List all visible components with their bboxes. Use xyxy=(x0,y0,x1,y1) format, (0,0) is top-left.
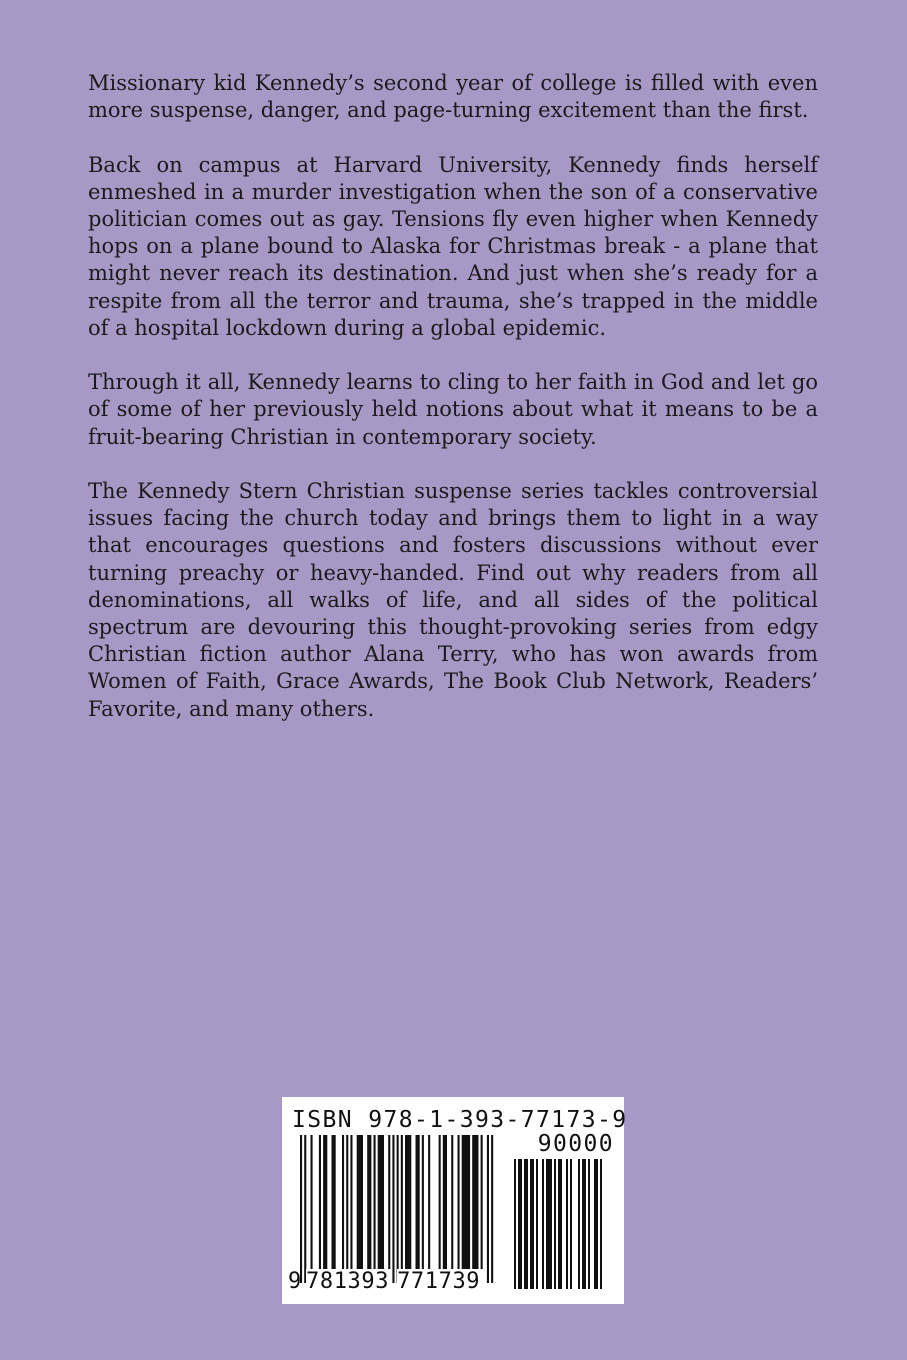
barcode-bar xyxy=(392,1135,394,1283)
barcode-bar xyxy=(422,1135,424,1269)
blurb-paragraph-1: Missionary kid Kennedy’s second year of college is filled with even more suspense, danger, and page-turning excitement than the first. xyxy=(88,71,818,123)
barcode-bar xyxy=(588,1159,590,1289)
blurb-paragraph-2: Back on campus at Harvard University, Kennedy finds herself enmeshed in a murder investigation when the son of a conservative politician comes out as gay. Tensions fly even higher when Kennedy hops on a plane bound to Alaska for Christmas break - a plane that might never reach its destination. And just when she’s ready for a respite from all the terror and trauma, she’s trapped in the middle of a hospital lockdown during a global epidemic. xyxy=(88,152,818,340)
barcode-bar xyxy=(487,1135,489,1283)
barcode-bar xyxy=(472,1135,478,1269)
barcode-bar xyxy=(342,1135,344,1269)
barcode-bar xyxy=(451,1135,453,1269)
ean-left-group: 781393 xyxy=(306,1269,390,1294)
barcode-bar xyxy=(300,1135,302,1283)
barcode-bar xyxy=(405,1135,411,1269)
barcode-bar xyxy=(600,1159,602,1289)
blurb-paragraph-3: Through it all, Kennedy learns to cling to her faith in God and let go of some of her previously held notions about what it means to be a fruit-bearing Christian in contemporary society. xyxy=(88,370,818,449)
barcode-bar xyxy=(481,1135,483,1269)
barcode-bar xyxy=(514,1159,516,1289)
barcode-bar xyxy=(491,1135,493,1283)
barcode-bar xyxy=(388,1135,390,1269)
barcode-bar xyxy=(530,1159,534,1289)
barcode-bar xyxy=(401,1135,403,1269)
barcode-bar xyxy=(566,1159,568,1289)
barcode-bar xyxy=(582,1159,586,1289)
barcode-bar xyxy=(397,1135,399,1283)
barcode-bar xyxy=(378,1135,384,1269)
barcode-bar xyxy=(428,1135,430,1269)
back-cover-blurb xyxy=(88,70,818,750)
barcode-bar xyxy=(304,1135,306,1283)
addon-price-code: 90000 xyxy=(537,1131,614,1157)
barcode-bar xyxy=(443,1135,447,1269)
barcode-bar xyxy=(594,1159,598,1289)
barcode-bar xyxy=(524,1159,528,1289)
barcode-bar xyxy=(536,1159,538,1289)
barcode-bar xyxy=(554,1159,556,1289)
barcode-bar xyxy=(416,1135,420,1269)
barcode-bar xyxy=(462,1135,470,1269)
barcode-bar xyxy=(332,1135,336,1269)
ean-first-digit: 9 xyxy=(288,1269,302,1294)
blurb-paragraph-4: The Kennedy Stern Christian suspense series tackles controversial issues facing the church today and brings them to light in a way that encourages questions and fosters discussions without ever turning preachy or heavy-handed. Find out why readers from all denominations, all walks of life, and all sides of the political spectrum are devouring this thought-provoking series from edgy Christian fiction author Alana Terry, who has won awards from Women of Faith, Grace Awards, The Book Club Network, Readers’ Favorite, and many others. xyxy=(88,479,818,721)
barcode-bar xyxy=(357,1135,363,1269)
barcode-bar xyxy=(558,1159,562,1289)
barcode-bar xyxy=(458,1135,460,1269)
ean-digits xyxy=(288,1269,480,1295)
barcode-bar xyxy=(542,1159,544,1289)
barcode-bar xyxy=(374,1135,376,1269)
isbn-label: ISBN 978-1-393-77173-9 xyxy=(292,1107,628,1133)
barcode-bar xyxy=(578,1159,580,1289)
barcode-bar xyxy=(350,1135,352,1269)
barcode-bar xyxy=(439,1135,441,1269)
barcode-bar xyxy=(319,1135,321,1269)
barcode-bar xyxy=(546,1159,552,1289)
barcode-bar xyxy=(570,1159,572,1289)
barcode-bar xyxy=(346,1135,348,1269)
barcode-bar xyxy=(311,1135,313,1269)
barcode-bar xyxy=(323,1135,327,1269)
ean-right-group: 771739 xyxy=(397,1269,481,1294)
barcode-bar xyxy=(518,1159,522,1289)
barcode-bar xyxy=(367,1135,371,1269)
isbn-barcode xyxy=(282,1097,628,1304)
